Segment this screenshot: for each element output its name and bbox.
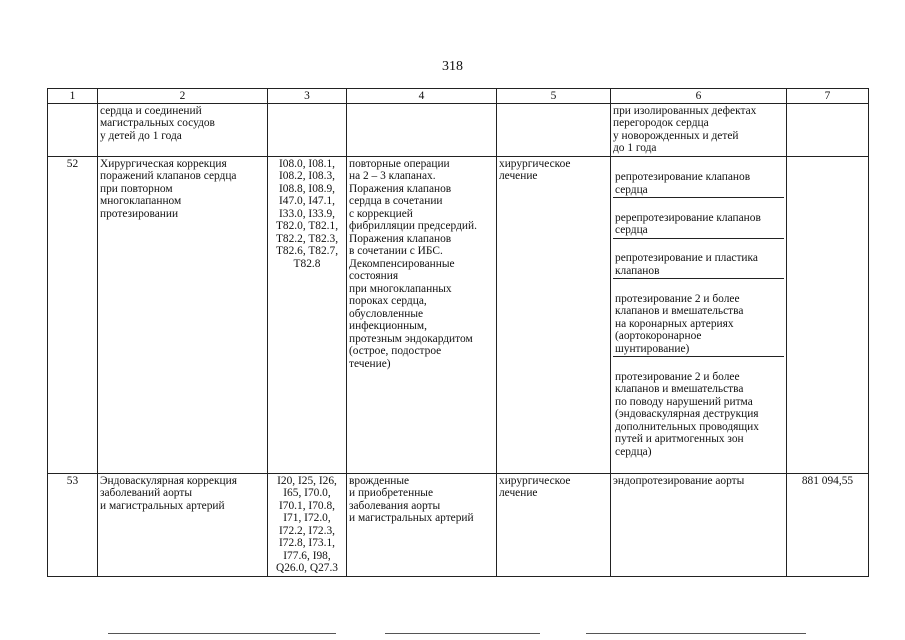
header-cell-2: 2	[98, 89, 268, 104]
patient-model	[347, 103, 497, 156]
cost-value: 881 094,55	[787, 473, 869, 576]
footer-rule	[385, 633, 540, 634]
treatment-table	[47, 88, 869, 577]
procedure-name: Хирургическая коррекция поражений клапанов сердца при повторном многоклапанном протезировании	[98, 156, 268, 473]
treatment-type: хирургическое лечение	[497, 473, 611, 576]
table-row	[48, 473, 869, 576]
treatment-method: репротезирование клапанов сердца	[613, 170, 784, 198]
cost-value	[787, 156, 869, 473]
treatment-method: эндопротезирование аорты	[611, 473, 787, 576]
procedure-name: Эндоваскулярная коррекция заболеваний аорты и магистральных артерий	[98, 473, 268, 576]
patient-model: врожденные и приобретенные заболевания аорты и магистральных артерий	[347, 473, 497, 576]
treatment-method: ререпротезирование клапанов сердца	[613, 211, 784, 239]
treatment-method: при изолированных дефектах перегородок сердца у новорожденных и детей до 1 года	[611, 103, 787, 156]
table-row	[48, 156, 869, 473]
header-cell-7: 7	[787, 89, 869, 104]
procedure-name: сердца и соединений магистральных сосудов у детей до 1 года	[98, 103, 268, 156]
icd-codes: I20, I25, I26, I65, I70.0, I70.1, I70.8, I71, I72.0, I72.2, I72.3, I72.8, I73.1, I77.6, I98, Q26.0, Q27.3	[268, 473, 347, 576]
header-row	[48, 89, 869, 104]
treatment-methods-cell	[611, 156, 787, 473]
header-cell-5: 5	[497, 89, 611, 104]
icd-codes	[268, 103, 347, 156]
treatment-method: протезирование 2 и более клапанов и вмешательства по поводу нарушений ритма (эндоваскулярная деструкция дополнительных проводящих путей и аритмогенных зон сердца)	[615, 370, 759, 458]
page-number: 318	[442, 59, 463, 74]
treatment-method: репротезирование и пластика клапанов	[613, 251, 784, 279]
footer-rule	[108, 633, 336, 634]
treatment-type: хирургическое лечение	[497, 156, 611, 473]
header-cell-1: 1	[48, 89, 98, 104]
icd-codes: I08.0, I08.1, I08.2, I08.3, I08.8, I08.9, I47.0, I47.1, I33.0, I33.9, T82.0, T82.1, T82.2, T82.3, T82.6, T82.7, T82.8	[268, 156, 347, 473]
cost-value	[787, 103, 869, 156]
treatment-method: протезирование 2 и более клапанов и вмешательства на коронарных артериях (аортокоронарное шунтирование)	[613, 292, 784, 358]
header-cell-6: 6	[611, 89, 787, 104]
header-cell-3: 3	[268, 89, 347, 104]
footer-rule	[586, 633, 806, 634]
header-cell-4: 4	[347, 89, 497, 104]
row-number	[48, 103, 98, 156]
row-number: 53	[48, 473, 98, 576]
treatment-type	[497, 103, 611, 156]
table-row	[48, 103, 869, 156]
row-number: 52	[48, 156, 98, 473]
patient-model: повторные операции на 2 – 3 клапанах. Поражения клапанов сердца в сочетании с коррекцией фибрилляции предсердий. Поражения клапанов в сочетании с ИБС. Декомпенсированные состояния при многоклапанных пороках сердца, обусловленные инфекционным, протезным эндокардитом (острое, подострое течение)	[347, 156, 497, 473]
